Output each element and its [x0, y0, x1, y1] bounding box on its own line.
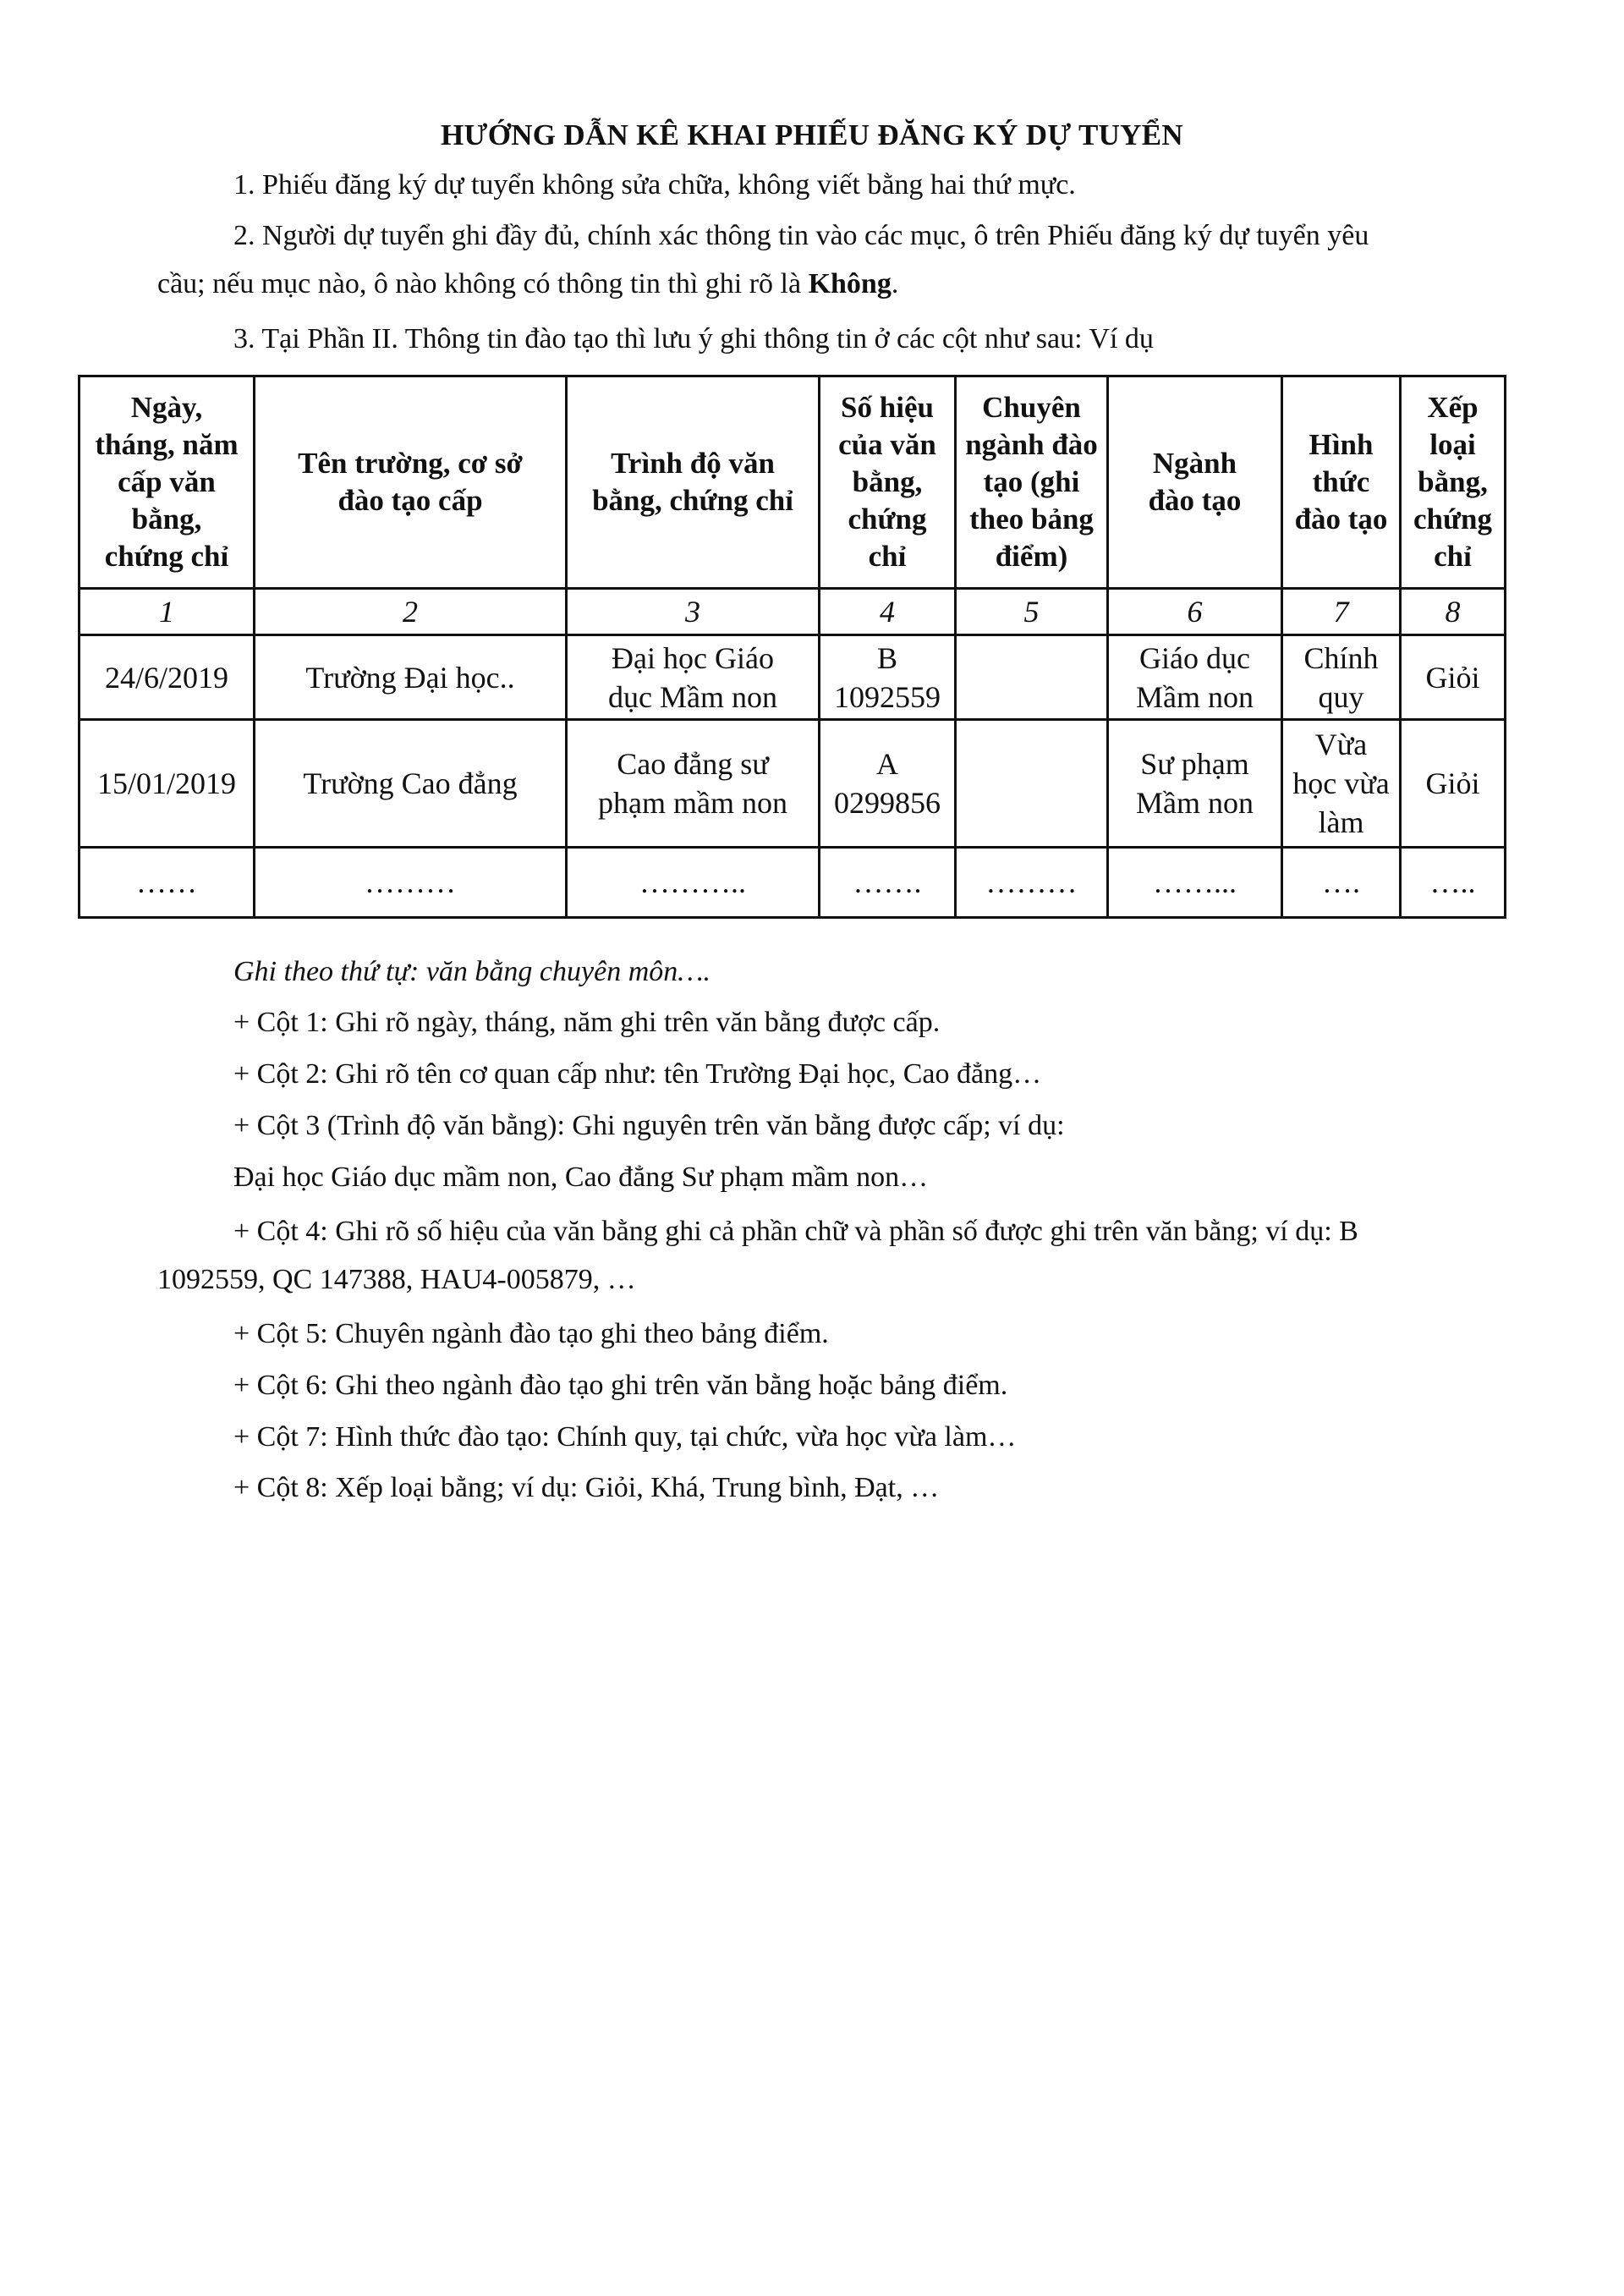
instruction-3: 3. Tại Phần II. Thông tin đào tạo thì lưu ý ghi thông tin ở các cột như sau: Ví dụ: [233, 323, 1154, 354]
cell-text-line: học vừa: [1292, 766, 1390, 800]
instruction-2-bold: Không: [808, 268, 892, 299]
cell-text-line: ………: [985, 865, 1078, 899]
cell-text-line: ………..: [639, 865, 746, 899]
example-table: [78, 375, 1506, 919]
instruction-2-line-2: [157, 260, 898, 308]
cell-text-line: Giáo dục: [1139, 640, 1250, 675]
cell-text-line: ngành đào: [965, 428, 1098, 461]
document-title: HƯỚNG DẪN KÊ KHAI PHIẾU ĐĂNG KÝ DỰ TUYỂN: [441, 118, 1183, 151]
header-cell-col-7: [1282, 376, 1401, 589]
table-header-row: [80, 376, 1506, 589]
table-cell-col-3: [567, 635, 820, 720]
cell-text-line: chỉ: [868, 540, 907, 573]
cell-text-line: …….: [853, 865, 922, 899]
table-cell-col-2: [255, 848, 567, 918]
cell-text-line: …..: [1429, 865, 1476, 899]
column-number-cell: 4: [820, 589, 956, 635]
header-cell-col-3: [567, 376, 820, 589]
cell-text-line: bằng,: [852, 465, 923, 498]
column-number-cell: 2: [255, 589, 567, 635]
header-cell-col-5: [956, 376, 1108, 589]
cell-text-line: tháng, năm: [95, 428, 239, 461]
note-column-3-example: Đại học Giáo dục mầm non, Cao đẳng Sư phạm mầm non…: [233, 1162, 929, 1193]
table-cell-col-8: [1401, 635, 1506, 720]
table-cell-col-6: [1108, 848, 1282, 918]
cell-text-line: Giỏi: [1425, 660, 1480, 695]
cell-text-line: B: [876, 640, 897, 675]
table-cell-col-7: [1282, 720, 1401, 848]
table-cell-col-8: [1401, 720, 1506, 848]
note-column-6: + Cột 6: Ghi theo ngành đào tạo ghi trên văn bằng hoặc bảng điểm.: [233, 1370, 1008, 1401]
cell-text-line: cấp văn: [118, 465, 216, 498]
table-row: [80, 720, 1506, 848]
table-cell-col-2: [255, 720, 567, 848]
table-cell-col-3: [567, 720, 820, 848]
cell-text-line: đào tạo: [1294, 503, 1388, 536]
cell-text-line: bằng,: [131, 503, 202, 536]
table-column-number-row: [80, 589, 1506, 635]
cell-text-line: bằng,: [1418, 465, 1488, 498]
column-number-cell: 8: [1401, 589, 1506, 635]
table-cell-col-4: [820, 635, 956, 720]
table-cell-col-3: [567, 848, 820, 918]
note-column-7: + Cột 7: Hình thức đào tạo: Chính quy, tại chức, vừa học vừa làm…: [233, 1421, 1017, 1453]
cell-text-line: loại: [1429, 428, 1476, 461]
cell-text-line: Hình: [1309, 428, 1374, 461]
table-cell-col-4: [820, 848, 956, 918]
cell-text-line: chứng chỉ: [104, 540, 229, 573]
cell-text-line: của văn: [838, 428, 936, 461]
note-column-5: + Cột 5: Chuyên ngành đào tạo ghi theo bảng điểm.: [233, 1318, 829, 1349]
cell-text-line: ……...: [1153, 865, 1237, 899]
table-cell-col-1: [80, 720, 255, 848]
instruction-2-line-1: 2. Người dự tuyển ghi đầy đủ, chính xác thông tin vào các mục, ô trên Phiếu đăng ký dự tuyển yêu: [233, 220, 1369, 251]
cell-text-line: chứng: [848, 503, 927, 536]
cell-text-line: Ngành: [1152, 447, 1237, 480]
table-cell-col-1: [80, 848, 255, 918]
table-cell-col-6: [1108, 635, 1282, 720]
cell-text-line: quy: [1318, 679, 1364, 714]
cell-text-line: Sư phạm: [1140, 747, 1249, 781]
cell-text-line: thức: [1312, 465, 1370, 498]
header-cell-col-6: [1108, 376, 1282, 589]
column-number-cell: 3: [567, 589, 820, 635]
cell-text-line: ………: [365, 865, 456, 899]
column-number-cell: 7: [1282, 589, 1401, 635]
table-cell-col-5: [956, 848, 1108, 918]
cell-text-line: Trình độ văn: [611, 447, 775, 480]
cell-text-line: điểm): [995, 540, 1068, 573]
cell-text-line: 24/6/2019: [104, 660, 228, 695]
cell-text-line: chứng: [1413, 503, 1492, 536]
cell-text-line: Mầm non: [1136, 786, 1254, 820]
cell-text-line: Mầm non: [1136, 679, 1254, 714]
cell-text-line: 1092559: [834, 679, 941, 714]
column-number-cell: 6: [1108, 589, 1282, 635]
header-cell-col-2: [255, 376, 567, 589]
table-row: [80, 635, 1506, 720]
column-number-cell: 5: [956, 589, 1108, 635]
table-cell-col-7: [1282, 848, 1401, 918]
cell-text-line: A: [876, 747, 898, 781]
instruction-2-end: .: [891, 268, 899, 299]
note-order: Ghi theo thứ tự: văn bằng chuyên môn….: [233, 956, 710, 987]
cell-text-line: 15/01/2019: [96, 766, 236, 800]
cell-text-line: Cao đẳng sư: [617, 747, 769, 781]
cell-text-line: Tên trường, cơ sở: [298, 447, 523, 480]
header-cell-col-8: [1401, 376, 1506, 589]
cell-text-line: dục Mầm non: [608, 679, 777, 714]
cell-text-line: 0299856: [834, 786, 941, 820]
cell-text-line: Giỏi: [1425, 766, 1480, 800]
cell-text-line: Đại học Giáo: [612, 640, 774, 675]
cell-text-line: làm: [1318, 805, 1364, 839]
table-cell-col-5: [956, 720, 1108, 848]
cell-text-line: phạm mầm non: [598, 786, 787, 820]
cell-text-line: bằng, chứng chỉ: [592, 484, 793, 517]
cell-text-line: ……: [136, 865, 197, 899]
cell-text-line: ….: [1322, 865, 1360, 899]
instruction-1: 1. Phiếu đăng ký dự tuyển không sửa chữa, không viết bằng hai thứ mực.: [233, 169, 1076, 200]
cell-text-line: Trường Đại học..: [305, 660, 515, 695]
header-cell-col-1: [80, 376, 255, 589]
table-cell-col-4: [820, 720, 956, 848]
cell-text-line: tạo (ghi: [983, 465, 1080, 498]
table-cell-col-5: [956, 635, 1108, 720]
cell-text-line: Chuyên: [982, 391, 1081, 424]
cell-text-line: đào tạo: [1148, 484, 1242, 517]
cell-text-line: theo bảng: [969, 503, 1094, 536]
cell-text-line: Xếp: [1427, 391, 1479, 424]
cell-text-line: chỉ: [1434, 540, 1472, 573]
table-cell-col-2: [255, 635, 567, 720]
table-cell-col-6: [1108, 720, 1282, 848]
note-column-8: + Cột 8: Xếp loại bằng; ví dụ: Giỏi, Khá, Trung bình, Đạt, …: [233, 1472, 940, 1503]
note-column-4-line-1: + Cột 4: Ghi rõ số hiệu của văn bằng ghi cả phần chữ và phần số được ghi trên văn bằng; ví dụ: B: [233, 1216, 1358, 1247]
cell-text-line: đào tạo cấp: [337, 484, 483, 517]
instruction-2-text: cầu; nếu mục nào, ô nào không có thông tin thì ghi rõ là: [157, 268, 809, 299]
column-number-cell: 1: [80, 589, 255, 635]
cell-text-line: Ngày,: [130, 391, 203, 424]
table-cell-col-7: [1282, 635, 1401, 720]
header-cell-col-4: [820, 376, 956, 589]
cell-text-line: Chính: [1303, 640, 1379, 675]
table-row: [80, 848, 1506, 918]
cell-text-line: Trường Cao đẳng: [303, 766, 518, 800]
note-column-3: + Cột 3 (Trình độ văn bằng): Ghi nguyên trên văn bằng được cấp; ví dụ:: [233, 1110, 1065, 1141]
cell-text-line: Số hiệu: [841, 391, 934, 424]
note-column-1: + Cột 1: Ghi rõ ngày, tháng, năm ghi trên văn bằng được cấp.: [233, 1007, 941, 1038]
note-column-4-line-2: 1092559, QC 147388, HAU4-005879, …: [157, 1264, 636, 1295]
table-cell-col-8: [1401, 848, 1506, 918]
note-column-2: + Cột 2: Ghi rõ tên cơ quan cấp như: tên Trường Đại học, Cao đẳng…: [233, 1058, 1042, 1090]
cell-text-line: Vừa: [1314, 728, 1368, 761]
table-cell-col-1: [80, 635, 255, 720]
